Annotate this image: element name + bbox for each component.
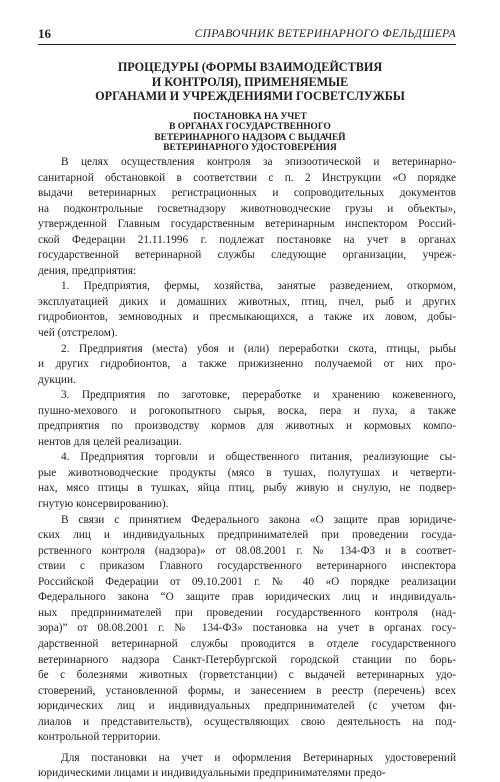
paragraph-line: Федерального закона “О защите прав юридических лиц и индивидуаль- <box>38 591 456 604</box>
paragraph-line: утвержденной Главным государственным ветеринарным инспектором Россий- <box>38 218 456 231</box>
paragraph-line: эксплуатацией диких и домашних животных, птиц, пчел, рыб и других <box>38 295 456 308</box>
paragraph <box>38 450 456 512</box>
paragraph-line: чей (отстрелом). <box>38 327 118 340</box>
paragraph <box>38 751 456 782</box>
subsection-title-line: В ОРГАНАХ ГОСУДАРСТВЕННОГО <box>169 122 331 133</box>
paragraph-line: 4. Предприятия торговли и общественного питания, реализующие сы- <box>61 451 456 464</box>
paragraph-line: бе с болезнями животных (горветстанции) с выдачей ветеринарных удо- <box>38 669 456 682</box>
running-title: СПРАВОЧНИК ВЕТЕРИНАРНОГО ФЕЛЬДШЕРА <box>194 28 456 40</box>
paragraph <box>38 279 456 341</box>
subsection-title-line: ВЕТЕРИНАРНОГО УДОСТОВЕРЕНИЯ <box>163 143 337 154</box>
paragraph-line: юридическими лицами и индивидуальными предпринимателями предо- <box>38 767 386 780</box>
paragraph-line: и других гидробионтов, а также прижизненно получаемой от них про- <box>38 358 456 371</box>
page-header <box>38 26 456 45</box>
section-title-line: И КОНТРОЛЯ), ПРИМЕНЯЕМЫЕ <box>151 74 349 89</box>
paragraph-line: выдачи ветеринарных регистрационных и сопроводительных документов <box>38 187 456 200</box>
subsection-title-line: ВЕТЕРИНАРНОГО НАДЗОРА С ВЫДАЧЕЙ <box>154 132 346 143</box>
section-title-line: ОРГАНАМИ И УЧРЕЖДЕНИЯМИ ГОСВЕТСЛУЖБЫ <box>95 89 405 103</box>
paragraph-line: ских лиц и индивидуальных предпринимателей при проведении госуда- <box>38 529 456 542</box>
paragraph-line: ствии с приказом Главного государственного ветеринарного инспектора <box>38 560 456 573</box>
paragraph-line: государственной ветеринарной службы следующие организации, учреж- <box>38 249 456 262</box>
subsection-title <box>80 112 420 154</box>
paragraph <box>38 513 456 746</box>
paragraph-line: предприятия по производству кормов для животных и кормовых компо- <box>38 420 456 433</box>
paragraph-line: дения, предприятия: <box>38 264 137 277</box>
paragraph-line: стоверений, установленной формы, и занесением в реестр (перечень) всех <box>38 684 456 697</box>
paragraph-line: рые животноводческие продукты (мясо в тушах, полутушах и четверти- <box>38 466 456 479</box>
paragraph-line: нентов для целей реализации. <box>38 435 182 448</box>
paragraph-line: на подконтрольные госветнадзору животноводческие грузы и объекты», <box>38 202 456 215</box>
paragraph-line: контрольной территории. <box>38 731 161 744</box>
paragraph <box>38 342 456 389</box>
paragraph-line: В связи с принятием Федерального закона «О защите прав юридиче- <box>61 513 456 526</box>
paragraph-line: ветеринарного надзора Санкт-Петербургской городской станции по борь- <box>38 653 456 666</box>
page-number: 16 <box>38 26 51 41</box>
section-title <box>60 60 440 104</box>
paragraph <box>38 155 456 279</box>
paragraph-line: Российской Федерации от 09.10.2001 г. № 40 «О порядке реализации <box>38 575 456 588</box>
paragraph-line: санитарной обстановкой в соответствии с п. 2 Инструкции «О порядке <box>38 171 456 184</box>
paragraph-line: нах, мясо птицы в тушках, яйца птиц, рыбу живую и снулую, не подвер- <box>38 482 456 495</box>
paragraph-line: рственного контроля (надзора)» от 08.08.2001 г. № 134-ФЗ и в соответ- <box>38 544 456 557</box>
paragraph-line: дукции. <box>38 373 76 386</box>
paragraph-line: зора)” от 08.08.2001 г. № 134-ФЗ» постановка на учет в органах госу- <box>38 622 456 635</box>
paragraph-line: 3. Предприятия по заготовке, переработке и хранению кожевенного, <box>61 389 456 402</box>
paragraph-line: юридических лиц и индивидуальных предпринимателей (с учетом фи- <box>38 700 456 713</box>
body-text <box>38 155 456 782</box>
subsection-title-line: ПОСТАНОВКА НА УЧЕТ <box>193 112 307 122</box>
paragraph-line: пушно-мехового и рогокопытного сырья, воска, пера и пуха, а также <box>38 404 456 417</box>
paragraph-line: ных предпринимателей при проведении государственного контроля (над- <box>38 606 456 619</box>
section-title-line: ПРОЦЕДУРЫ (ФОРМЫ ВЗАИМОДЕЙСТВИЯ <box>117 60 383 74</box>
paragraph-line: 1. Предприятия, фермы, хозяйства, занятые разведением, откормом, <box>61 280 456 293</box>
paragraph-line: лиалов и представительств), осуществляющих свою деятельность на под- <box>38 715 456 728</box>
paragraph-line: 2. Предприятия (места) убоя и (или) переработки скота, птицы, рыбы <box>61 342 456 355</box>
paragraph-line: дарственной ветеринарной службы проводится в отделе государственного <box>38 637 456 650</box>
paragraph <box>38 388 456 450</box>
paragraph-line: гидробионтов, земноводных и пресмыкающихся, а также их ловом, добы- <box>38 311 456 324</box>
paragraph-line: гнутую консервированию). <box>38 498 169 511</box>
paragraph-line: ской Федерации 21.11.1996 г. подлежат постановке на учет в органах <box>38 233 456 246</box>
paragraph-line: Для постановки на учет и оформления Ветеринарных удостоверений <box>61 751 456 764</box>
paragraph-line: В целях осуществления контроля за эпизоотической и ветеринарно- <box>61 156 456 168</box>
